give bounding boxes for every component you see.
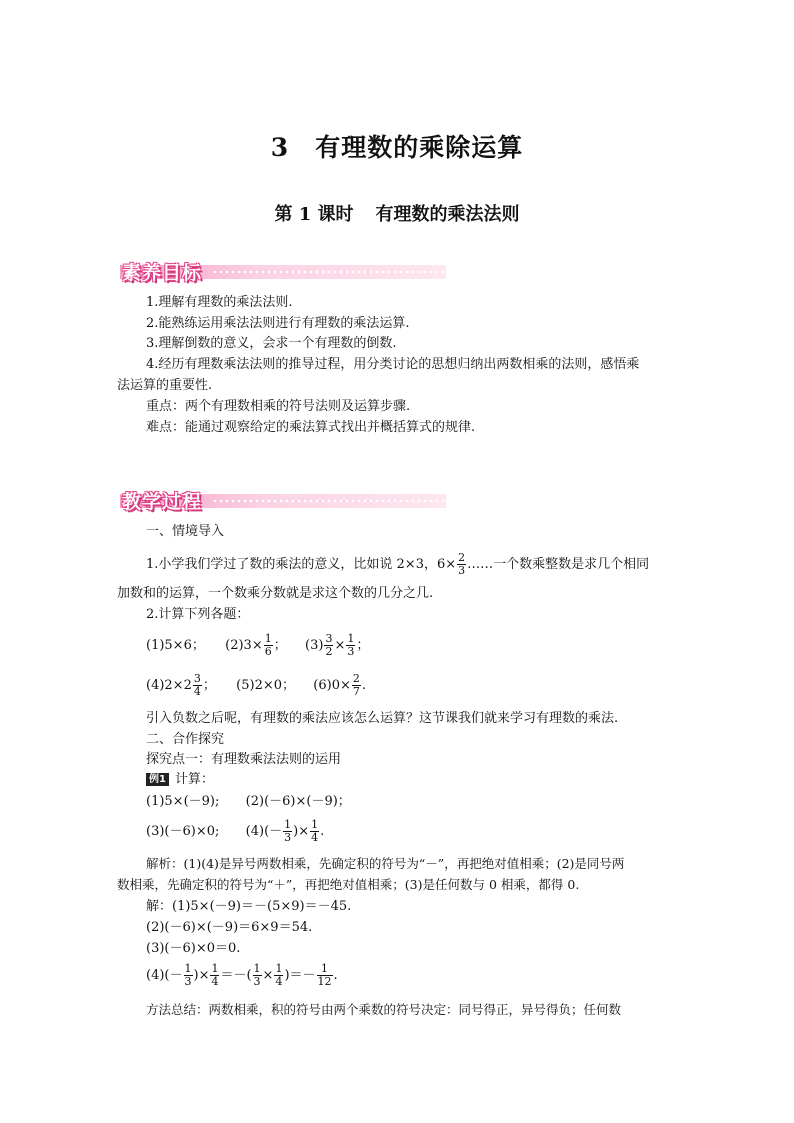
key-point: 重点：两个有理数相乘的符号法则及运算步骤. [146, 399, 411, 414]
solution-4: (4)(－ $\frac{1}{3}$ )× $\frac{1}{4}$ ＝－( $\frac{1}{3}$ × $\frac{1}{4}$ )＝－ $\frac{1}{12}$ . [146, 962, 338, 988]
difficult-point: 难点：能通过观察给定的乘法算式找出并概括算式的规律. [146, 420, 476, 435]
fraction-three-fourths: $\frac{3}{4}$ [193, 672, 201, 698]
goal-3: 3.理解倒数的意义，会求一个有理数的倒数. [146, 336, 397, 351]
fraction-one-twelfth: $\frac{1}{12}$ [317, 962, 332, 988]
chapter-title: 有理数的乘除运算 [315, 133, 524, 162]
exercise-row-2: (4)2×2 $\frac{3}{4}$ ； (5)2×0； (6)0× $\frac{2}{7}$ . [146, 672, 367, 698]
method-summary: 方法总结：两数相乘，积的符号由两个乘数的符号决定：同号得正，异号得负；任何数 [146, 1002, 622, 1017]
paragraph-1-cont: 加数和的运算，一个数乘分数就是求这个数的几分之几. [117, 586, 434, 601]
lesson-subtitle [0, 200, 794, 226]
example-item-1: (1)5×(－9); [146, 794, 220, 809]
section-1-title: 一、情境导入 [146, 524, 225, 539]
analysis-cont: 数相乘，先确定积的符号为“＋”，再把绝对值相乘；(3)是任何数与 0 相乘，都得 0. [117, 877, 580, 892]
example-tag: 例1 [146, 773, 169, 786]
analysis: 解析：(1)(4)是异号两数相乘，先确定积的符号为“－”，再把绝对值相乘；(2)是同号两 [146, 856, 625, 871]
chapter-number: 3 [270, 133, 290, 162]
solution-1: 解：(1)5×(－9)＝－(5×9)＝－45. [146, 899, 352, 914]
exercise-row-1: (1)5×6； (2)3× $\frac{1}{6}$ ； (3) $\frac{3}{2}$ × $\frac{1}{3}$ ； [146, 632, 370, 658]
section-2-title: 二、合作探究 [146, 732, 225, 747]
process-banner [116, 486, 446, 514]
goals-banner [116, 257, 446, 285]
paragraph-1: 1.小学我们学过了数的乘法的意义，比如说 2×3，6× $\frac{2}{3}$ ……一个数乘整数是求几个相同 [146, 551, 650, 577]
intro-paragraph: 引入负数之后呢，有理数的乘法应该怎么运算？这节课我们就来学习有理数的乘法. [146, 711, 619, 726]
goal-1: 1.理解有理数的乘法法则. [146, 295, 293, 310]
lesson-topic: 有理数的乘法法则 [375, 204, 520, 225]
fraction-three-halves: $\frac{3}{2}$ [325, 632, 333, 658]
paragraph-2: 2.计算下列各题： [146, 607, 250, 622]
goal-4: 4.经历有理数乘法法则的推导过程，用分类讨论的思想归纳出两数相乘的法则，感悟乘 [146, 357, 640, 372]
lesson-number: 第 1 课时 [274, 204, 354, 225]
goal-2: 2.能熟练运用乘法法则进行有理数的乘法运算. [146, 316, 410, 331]
exercise-5: (5)2×0； [236, 678, 296, 693]
goal-4-cont: 法运算的重要性. [117, 378, 213, 393]
fraction-one-sixth: $\frac{1}{6}$ [264, 632, 272, 658]
solution-3: (3)(－6)×0＝0. [146, 941, 241, 956]
fraction-one-fourth: $\frac{1}{4}$ [311, 818, 319, 844]
example-1-header: 例1 计算： [146, 771, 214, 789]
fraction-one-third: $\frac{1}{3}$ [347, 632, 355, 658]
example-item-3: (3)(－6)×0; [146, 824, 220, 839]
exercise-1: (1)5×6； [146, 638, 205, 653]
example-item-2: (2)(－6)×(－9)； [245, 794, 351, 809]
goals-banner-label: 素养目标 [122, 262, 203, 284]
explore-point-1: 探究点一：有理数乘法法则的运用 [146, 752, 342, 767]
fraction-two-thirds: $\frac{2}{3}$ [458, 551, 466, 577]
example-row-2: (3)(－6)×0; (4)(－ $\frac{1}{3}$ )× $\frac{1}{4}$ . [146, 818, 325, 844]
fraction-two-sevenths: $\frac{2}{7}$ [352, 672, 360, 698]
fraction-one-third-b: $\frac{1}{3}$ [284, 818, 292, 844]
example-row-1 [146, 793, 351, 811]
solution-2: (2)(－6)×(－9)＝6×9＝54. [146, 920, 313, 935]
process-banner-label: 教学过程 [122, 491, 203, 513]
page-title [0, 128, 794, 164]
